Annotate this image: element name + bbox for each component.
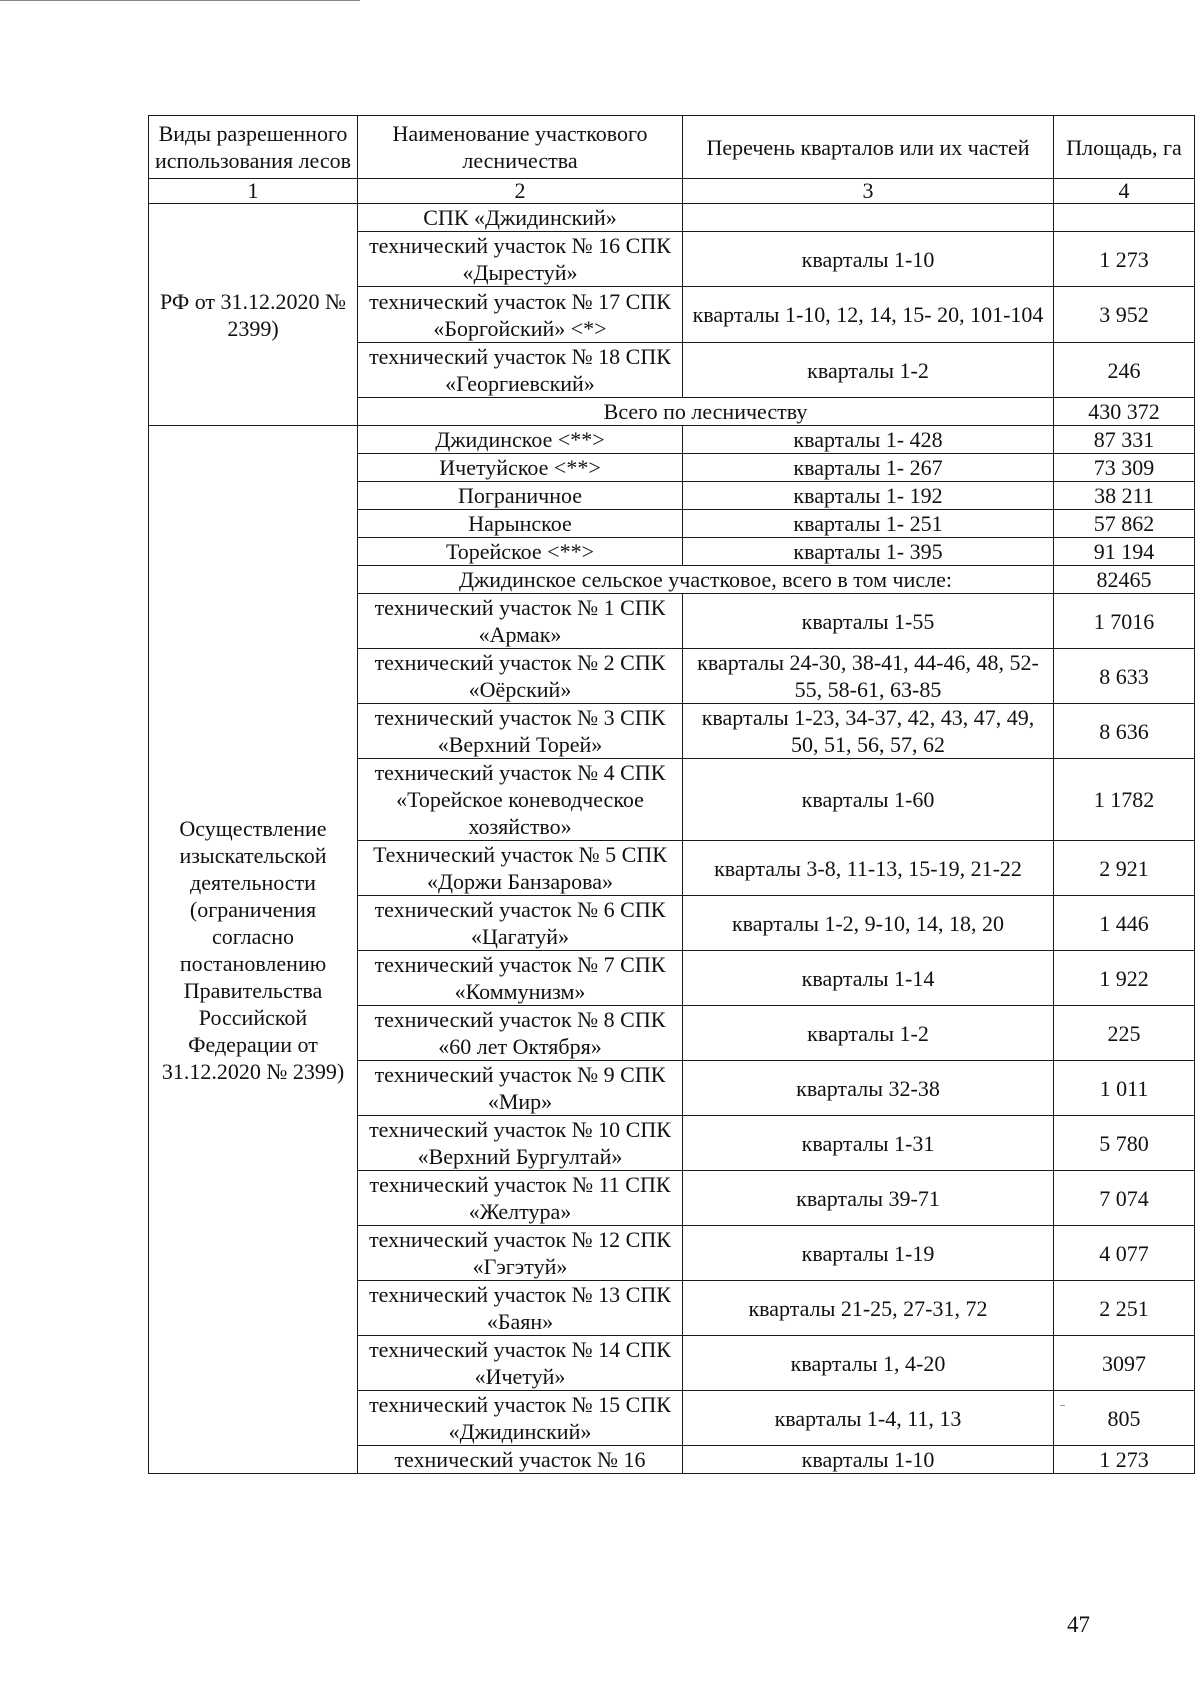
area-cell: 225	[1054, 1006, 1195, 1061]
forestry-name-cell: технический участок № 18 СПК «Георгиевский»	[358, 343, 683, 398]
quarters-cell: кварталы 1-10, 12, 14, 15- 20, 101-104	[683, 287, 1054, 343]
area-cell: 805	[1054, 1391, 1195, 1446]
quarters-cell	[683, 204, 1054, 232]
area-cell: 87 331	[1054, 426, 1195, 454]
column-number-row	[149, 179, 1195, 204]
forest-usage-table	[148, 115, 1195, 1474]
area-cell: 1 1782	[1054, 759, 1195, 841]
quarters-cell: кварталы 32-38	[683, 1061, 1054, 1116]
plot-name-cell: технический участок № 15 СПК «Джидинский»	[358, 1391, 683, 1446]
column-number: 4	[1054, 179, 1195, 204]
area-cell: 2 251	[1054, 1281, 1195, 1336]
plot-name-cell: технический участок № 11 СПК «Желтура»	[358, 1171, 683, 1226]
quarters-cell: кварталы 1-2	[683, 1006, 1054, 1061]
plot-name-cell: технический участок № 8 СПК «60 лет Октября»	[358, 1006, 683, 1061]
total-area: 430 372	[1054, 398, 1195, 426]
forestry-name-cell: Нарынское	[358, 510, 683, 538]
quarters-cell: кварталы 1-23, 34-37, 42, 43, 47, 49, 50, 51, 56, 57, 62	[683, 704, 1054, 759]
area-cell	[1054, 204, 1195, 232]
quarters-cell: кварталы 1-10	[683, 232, 1054, 287]
area-cell: 1 446	[1054, 896, 1195, 951]
quarters-cell: кварталы 1, 4-20	[683, 1336, 1054, 1391]
area-cell: 3 952	[1054, 287, 1195, 343]
subtotal-label: Джидинское сельское участковое, всего в том числе:	[358, 566, 1054, 594]
plot-name-cell: технический участок № 10 СПК «Верхний Бургултай»	[358, 1116, 683, 1171]
plot-name-cell: технический участок № 3 СПК «Верхний Торей»	[358, 704, 683, 759]
forestry-name-cell: технический участок № 16 СПК «Дырестуй»	[358, 232, 683, 287]
forestry-name-cell: Пограничное	[358, 482, 683, 510]
quarters-cell: кварталы 1-31	[683, 1116, 1054, 1171]
column-number: 1	[149, 179, 358, 204]
scan-edge-line	[0, 0, 360, 1]
header-quarters-list: Перечень кварталов или их частей	[683, 116, 1054, 179]
quarters-cell: кварталы 1- 428	[683, 426, 1054, 454]
area-cell: 4 077	[1054, 1226, 1195, 1281]
forestry-name-cell: технический участок № 17 СПК «Боргойский» <*>	[358, 287, 683, 343]
quarters-cell: кварталы 39-71	[683, 1171, 1054, 1226]
area-cell: 1 011	[1054, 1061, 1195, 1116]
quarters-cell: кварталы 21-25, 27-31, 72	[683, 1281, 1054, 1336]
header-area: Площадь, га	[1054, 116, 1195, 179]
plot-name-cell: технический участок № 4 СПК «Торейское коневодческое хозяйство»	[358, 759, 683, 841]
area-cell: 8 633	[1054, 649, 1195, 704]
table-row	[149, 426, 1195, 454]
header-usage-type: Виды разрешенного использования лесов	[149, 116, 358, 179]
area-cell: 8 636	[1054, 704, 1195, 759]
forestry-name-cell: Ичетуйское <**>	[358, 454, 683, 482]
quarters-cell: кварталы 1-14	[683, 951, 1054, 1006]
plot-name-cell: технический участок № 14 СПК «Ичетуй»	[358, 1336, 683, 1391]
area-cell: 7 074	[1054, 1171, 1195, 1226]
area-cell: 38 211	[1054, 482, 1195, 510]
area-cell: 73 309	[1054, 454, 1195, 482]
usage-type-cell: Осуществление изыскательской деятельности (ограничения согласно постановлению Правительства Российской Федерации от 31.12.2020 № 2399)	[149, 426, 358, 1474]
plot-name-cell: технический участок № 16	[358, 1446, 683, 1474]
plot-name-cell: технический участок № 2 СПК «Оёрский»	[358, 649, 683, 704]
plot-name-cell: технический участок № 1 СПК «Армак»	[358, 594, 683, 649]
quarters-cell: кварталы 1- 395	[683, 538, 1054, 566]
plot-name-cell: технический участок № 12 СПК «Гэгэтуй»	[358, 1226, 683, 1281]
forestry-name-cell: Торейское <**>	[358, 538, 683, 566]
quarters-cell: кварталы 1-55	[683, 594, 1054, 649]
plot-name-cell: технический участок № 7 СПК «Коммунизм»	[358, 951, 683, 1006]
area-cell: 5 780	[1054, 1116, 1195, 1171]
page-number: 47	[1067, 1612, 1090, 1637]
total-label: Всего по лесничеству	[358, 398, 1054, 426]
quarters-cell: кварталы 1- 251	[683, 510, 1054, 538]
area-cell: 246	[1054, 343, 1195, 398]
scan-speck	[1060, 1405, 1065, 1406]
plot-name-cell: технический участок № 13 СПК «Баян»	[358, 1281, 683, 1336]
column-number: 3	[683, 179, 1054, 204]
quarters-cell: кварталы 3-8, 11-13, 15-19, 21-22	[683, 841, 1054, 896]
quarters-cell: кварталы 1-19	[683, 1226, 1054, 1281]
quarters-cell: кварталы 1- 192	[683, 482, 1054, 510]
subtotal-area: 82465	[1054, 566, 1195, 594]
header-forestry-name: Наименование участкового лесничества	[358, 116, 683, 179]
area-cell: 91 194	[1054, 538, 1195, 566]
forestry-name-cell: Джидинское <**>	[358, 426, 683, 454]
plot-name-cell: технический участок № 6 СПК «Цагатуй»	[358, 896, 683, 951]
column-number: 2	[358, 179, 683, 204]
quarters-cell: кварталы 1- 267	[683, 454, 1054, 482]
quarters-cell: кварталы 1-2	[683, 343, 1054, 398]
quarters-cell: кварталы 24-30, 38-41, 44-46, 48, 52-55, 58-61, 63-85	[683, 649, 1054, 704]
forestry-name-cell: СПК «Джидинский»	[358, 204, 683, 232]
plot-name-cell: Технический участок № 5 СПК «Доржи Банзарова»	[358, 841, 683, 896]
plot-name-cell: технический участок № 9 СПК «Мир»	[358, 1061, 683, 1116]
area-cell: 57 862	[1054, 510, 1195, 538]
table-row	[149, 204, 1195, 232]
quarters-cell: кварталы 1-10	[683, 1446, 1054, 1474]
area-cell: 3097	[1054, 1336, 1195, 1391]
table-header-row	[149, 116, 1195, 179]
area-cell: 1 273	[1054, 1446, 1195, 1474]
quarters-cell: кварталы 1-2, 9-10, 14, 18, 20	[683, 896, 1054, 951]
usage-type-cell: РФ от 31.12.2020 № 2399)	[149, 204, 358, 426]
area-cell: 2 921	[1054, 841, 1195, 896]
area-cell: 1 273	[1054, 232, 1195, 287]
area-cell: 1 7016	[1054, 594, 1195, 649]
area-cell: 1 922	[1054, 951, 1195, 1006]
quarters-cell: кварталы 1-4, 11, 13	[683, 1391, 1054, 1446]
quarters-cell: кварталы 1-60	[683, 759, 1054, 841]
